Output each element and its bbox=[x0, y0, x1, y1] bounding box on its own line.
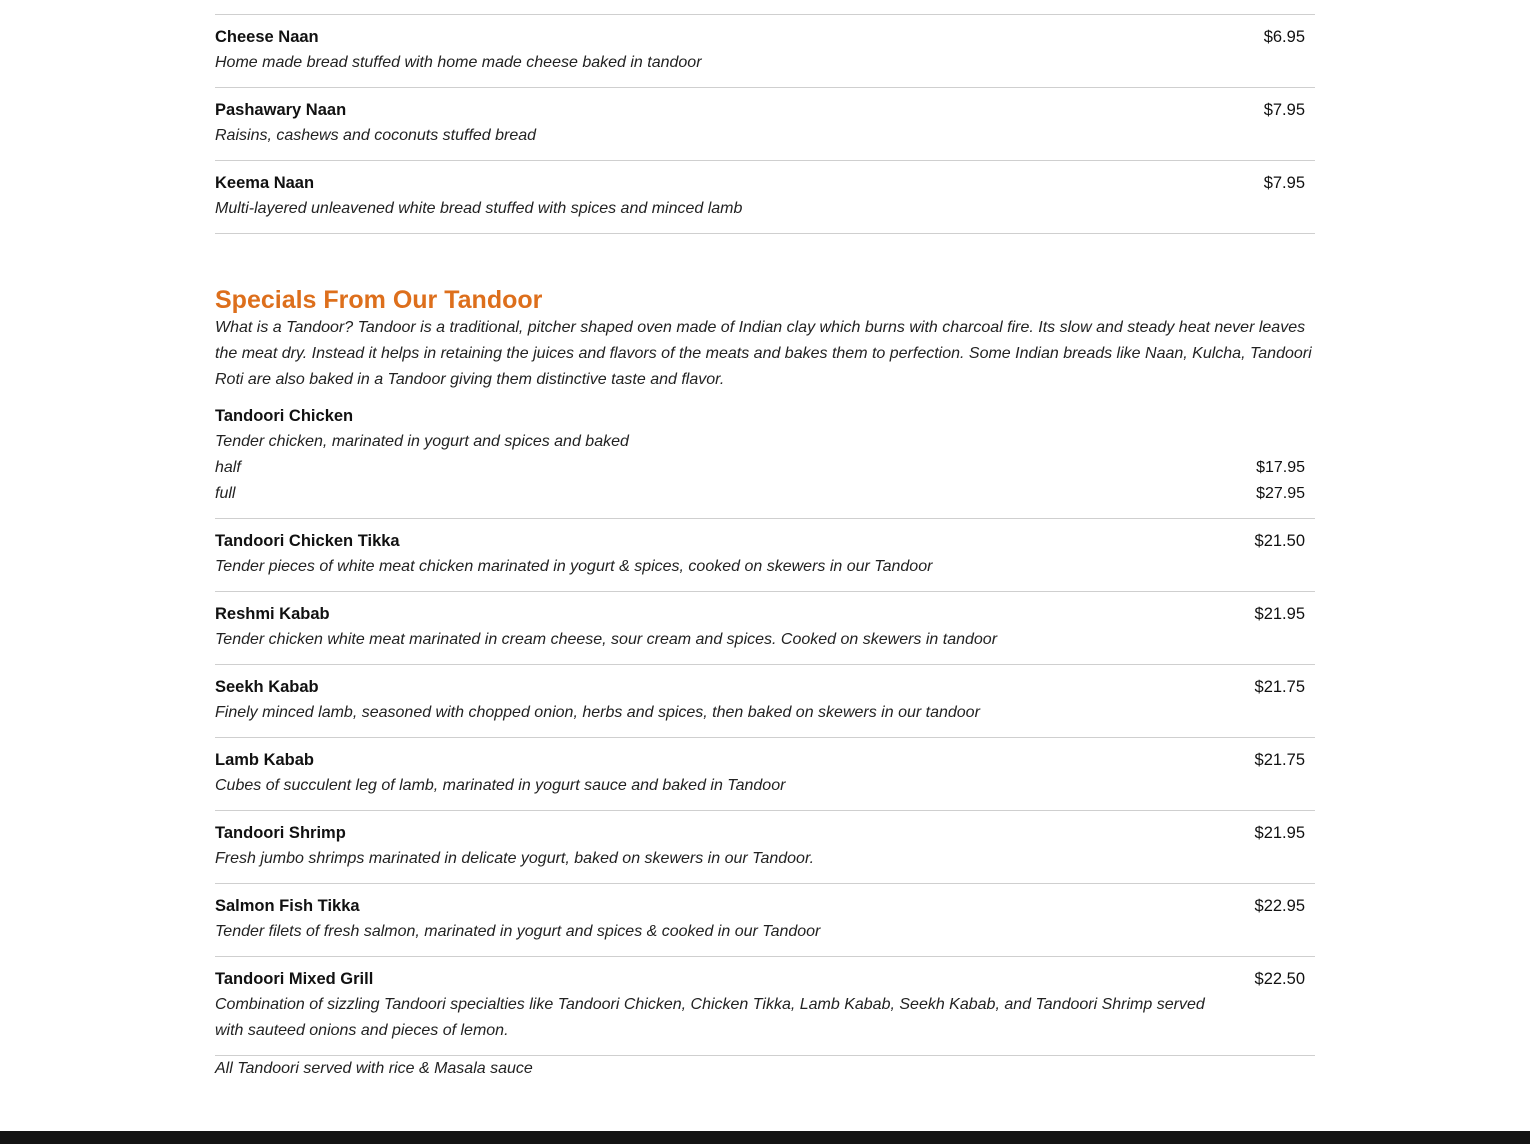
item-description: Raisins, cashews and coconuts stuffed bread bbox=[215, 127, 537, 144]
menu-item bbox=[215, 519, 1315, 592]
footer-bar bbox=[0, 1131, 1530, 1144]
item-name: Tandoori Chicken Tikka bbox=[215, 532, 400, 550]
item-description: Tender chicken white meat marinated in cream cheese, sour cream and spices. Cooked on skewers in tandoor bbox=[215, 631, 998, 648]
footnote: All Tandoori served with rice & Masala sauce bbox=[215, 1060, 533, 1077]
item-name: Reshmi Kabab bbox=[215, 605, 330, 623]
item-name: Tandoori Chicken bbox=[215, 407, 354, 425]
item-name: Seekh Kabab bbox=[215, 678, 319, 696]
item-description: Fresh jumbo shrimps marinated in delicate yogurt, baked on skewers in our Tandoor. bbox=[215, 850, 815, 867]
item-price: $21.75 bbox=[1254, 751, 1305, 769]
item-description: Tender pieces of white meat chicken marinated in yogurt & spices, cooked on skewers in our Tandoor bbox=[215, 558, 933, 575]
item-price: $21.95 bbox=[1254, 605, 1305, 623]
variant-row-half bbox=[215, 455, 1315, 481]
variant-price: $27.95 bbox=[1256, 485, 1305, 502]
menu-item bbox=[215, 396, 1315, 519]
item-price: $21.75 bbox=[1254, 678, 1305, 696]
item-description: Tender filets of fresh salmon, marinated in yogurt and spices & cooked in our Tandoor bbox=[215, 923, 821, 940]
item-price: $22.50 bbox=[1254, 970, 1305, 988]
menu-item bbox=[215, 161, 1315, 234]
menu-item bbox=[215, 811, 1315, 884]
item-description: Combination of sizzling Tandoori specialties like Tandoori Chicken, Chicken Tikka, Lamb Kabab, Seekh Kabab, and Tandoori Shrimp served with sauteed onions and pieces of lemon. bbox=[215, 996, 1205, 1039]
item-name: Keema Naan bbox=[215, 174, 315, 192]
menu-item bbox=[215, 738, 1315, 811]
menu-item bbox=[215, 592, 1315, 665]
item-price: $7.95 bbox=[1263, 101, 1305, 119]
variant-row-full bbox=[215, 481, 1315, 507]
item-price: $6.95 bbox=[1263, 28, 1305, 46]
item-description: Cubes of succulent leg of lamb, marinated in yogurt sauce and baked in Tandoor bbox=[215, 777, 786, 794]
item-name: Lamb Kabab bbox=[215, 751, 315, 769]
variant-price: $17.95 bbox=[1256, 459, 1305, 476]
item-price: $7.95 bbox=[1263, 174, 1305, 192]
menu-item bbox=[215, 88, 1315, 161]
item-price: $22.95 bbox=[1254, 897, 1305, 915]
item-description: Multi-layered unleavened white bread stuffed with spices and minced lamb bbox=[215, 200, 743, 217]
item-description: Home made bread stuffed with home made cheese baked in tandoor bbox=[215, 54, 702, 71]
menu-item bbox=[215, 15, 1315, 88]
item-name: Tandoori Mixed Grill bbox=[215, 970, 374, 988]
variant-label: full bbox=[215, 485, 236, 502]
menu-item bbox=[215, 665, 1315, 738]
item-price: $21.50 bbox=[1254, 532, 1305, 550]
item-name: Pashawary Naan bbox=[215, 101, 347, 119]
item-name: Salmon Fish Tikka bbox=[215, 897, 360, 915]
item-price: $21.95 bbox=[1254, 824, 1305, 842]
item-description: Tender chicken, marinated in yogurt and spices and baked bbox=[215, 433, 629, 450]
menu-item bbox=[215, 884, 1315, 957]
section-intro: What is a Tandoor? Tandoor is a traditional, pitcher shaped oven made of Indian clay which burns with charcoal fire. Its slow and steady heat never leaves the meat dry. Instead it helps in retaining the juices and flavors of the meats and bakes them to perfection. Some Indian breads like Naan, Kulcha, Tandoori Roti are also baked in a Tandoor giving them distinctive taste and flavor. bbox=[215, 319, 1312, 388]
section-title: Specials From Our Tandoor bbox=[215, 286, 543, 314]
item-description: Finely minced lamb, seasoned with chopped onion, herbs and spices, then baked on skewers in our tandoor bbox=[215, 704, 980, 721]
variant-label: half bbox=[215, 459, 241, 476]
item-name: Tandoori Shrimp bbox=[215, 824, 346, 842]
menu-item bbox=[215, 957, 1315, 1056]
item-name: Cheese Naan bbox=[215, 28, 319, 46]
